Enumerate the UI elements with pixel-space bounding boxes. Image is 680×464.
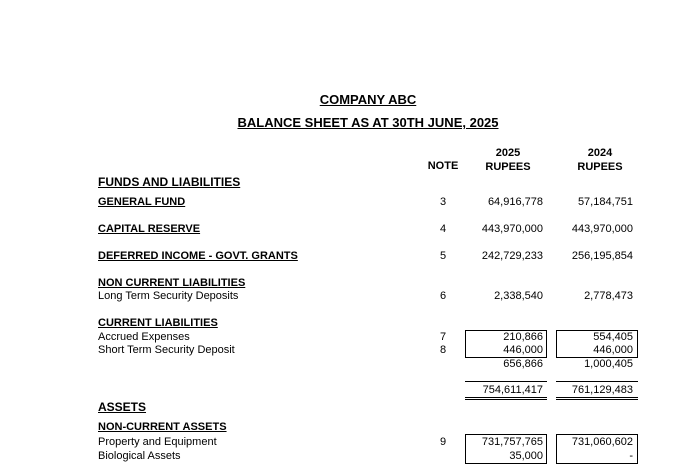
capital-reserve-2025: 443,970,000 (481, 223, 543, 235)
deferred-income-2025: 242,729,233 (481, 250, 543, 262)
total-funds-2025: 754,611,417 (482, 384, 543, 396)
long-term-deposits-label: Long Term Security Deposits (98, 290, 239, 302)
current-liabilities-heading: CURRENT LIABILITIES (98, 317, 218, 329)
capital-reserve-note: 4 (439, 223, 447, 235)
note-column-header: NOTE (427, 160, 459, 172)
deferred-income-label: DEFERRED INCOME - GOVT. GRANTS (98, 250, 298, 262)
funds-liabilities-heading: FUNDS AND LIABILITIES (98, 175, 241, 189)
currency-2024-header: RUPEES (577, 161, 623, 173)
year-2025-header: 2025 (495, 147, 521, 159)
property-equipment-2024: 731,060,602 (571, 436, 633, 448)
property-equipment-label: Property and Equipment (98, 436, 217, 448)
current-liabilities-subtotal-2024: 1,000,405 (584, 358, 633, 370)
deferred-income-2024: 256,195,854 (571, 250, 633, 262)
total-funds-2024: 761,129,483 (571, 384, 633, 396)
capital-reserve-label: CAPITAL RESERVE (98, 223, 201, 235)
general-fund-label: GENERAL FUND (98, 196, 186, 208)
property-equipment-note: 9 (439, 436, 447, 448)
short-term-deposit-2024: 446,000 (593, 344, 633, 356)
general-fund-2025: 64,916,778 (487, 196, 543, 208)
statement-title: BALANCE SHEET AS AT 30TH JUNE, 2025 (237, 115, 499, 130)
accrued-expenses-note: 7 (439, 331, 447, 343)
non-current-liabilities-heading: NON CURRENT LIABILITIES (98, 277, 246, 289)
company-name: COMPANY ABC (319, 92, 417, 107)
general-fund-2024: 57,184,751 (577, 196, 633, 208)
long-term-deposits-note: 6 (439, 290, 447, 302)
biological-assets-2024: - (629, 450, 633, 462)
short-term-deposit-2025: 446,000 (503, 344, 543, 356)
property-equipment-2025: 731,757,765 (481, 436, 543, 448)
total-rule-top-2025 (465, 381, 547, 382)
long-term-deposits-2024: 2,778,473 (584, 290, 633, 302)
accrued-expenses-2024: 554,405 (593, 331, 633, 343)
accrued-expenses-label: Accrued Expenses (98, 331, 190, 343)
general-fund-note: 3 (439, 196, 447, 208)
total-rule-bottom-2025 (465, 397, 547, 398)
biological-assets-2025: 35,000 (509, 450, 543, 462)
total-rule-top-2024 (556, 381, 638, 382)
biological-assets-label: Biological Assets (98, 450, 181, 462)
currency-2025-header: RUPEES (485, 161, 531, 173)
year-2024-header: 2024 (587, 147, 613, 159)
current-liabilities-subtotal-2025: 656,866 (503, 358, 543, 370)
capital-reserve-2024: 443,970,000 (571, 223, 633, 235)
short-term-deposit-note: 8 (439, 344, 447, 356)
total-rule-double-2024 (556, 399, 638, 400)
total-rule-double-2025 (465, 399, 547, 400)
accrued-expenses-2025: 210,866 (503, 331, 543, 343)
short-term-deposit-label: Short Term Security Deposit (98, 344, 235, 356)
deferred-income-note: 5 (439, 250, 447, 262)
total-rule-bottom-2024 (556, 397, 638, 398)
non-current-assets-heading: NON-CURRENT ASSETS (98, 421, 227, 433)
long-term-deposits-2025: 2,338,540 (494, 290, 543, 302)
assets-heading: ASSETS (98, 400, 147, 414)
